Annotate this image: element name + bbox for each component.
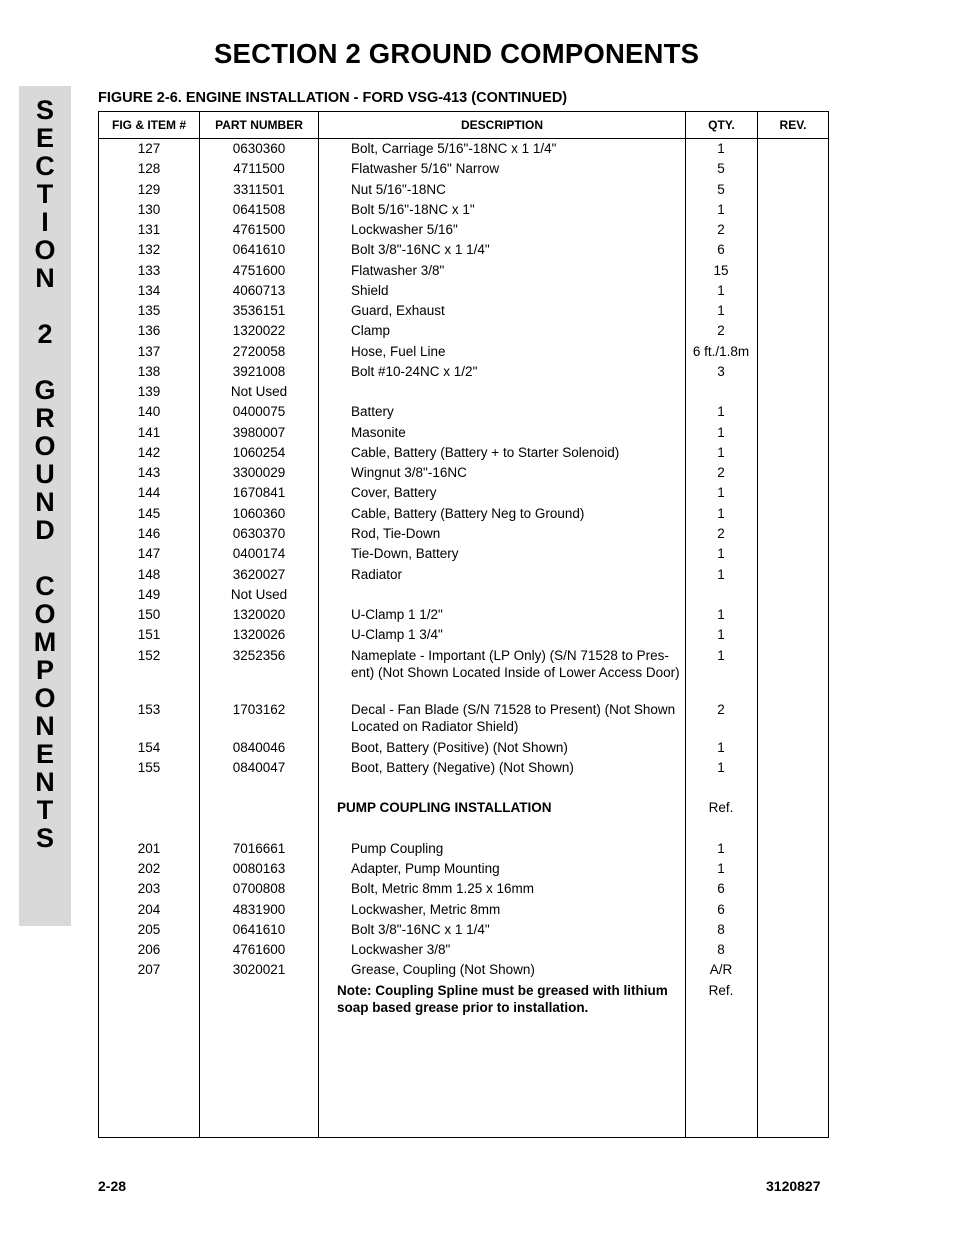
- header-divider: [99, 138, 828, 139]
- row-description: PUMP COUPLING INSTALLATION: [337, 800, 552, 815]
- row-quantity: 8: [717, 922, 725, 937]
- header-part-number: PART NUMBER: [215, 118, 303, 132]
- row-description: Pump Coupling: [351, 841, 444, 856]
- row-part-number: 0630360: [232, 141, 286, 156]
- row-item-number: 129: [137, 182, 161, 197]
- row-quantity: 1: [717, 607, 725, 622]
- header-qty: QTY.: [708, 118, 735, 132]
- row-item-number: 132: [137, 242, 161, 257]
- row-part-number: 0641610: [232, 922, 286, 937]
- row-description: Bolt 3/8"-16NC x 1 1/4": [351, 242, 490, 257]
- section-tab-letter: T: [36, 179, 54, 209]
- section-tab-letter: N: [35, 767, 55, 797]
- row-item-number: 128: [137, 161, 161, 176]
- row-part-number: 3980007: [232, 425, 286, 440]
- row-quantity: A/R: [709, 962, 733, 977]
- row-part-number: 0641610: [232, 242, 286, 257]
- row-quantity: 1: [717, 506, 725, 521]
- row-item-number: 207: [137, 962, 161, 977]
- row-part-number: 3921008: [232, 364, 286, 379]
- row-description: Grease, Coupling (Not Shown): [351, 962, 535, 977]
- row-part-number: 3020021: [232, 962, 286, 977]
- row-quantity: 1: [717, 760, 725, 775]
- row-part-number: 0840047: [232, 760, 286, 775]
- row-description: Radiator: [351, 567, 403, 582]
- row-item-number: 206: [137, 942, 161, 957]
- page-number: 2-28: [98, 1178, 127, 1194]
- row-part-number: Not Used: [230, 384, 288, 399]
- row-description: Cable, Battery (Battery Neg to Ground): [351, 506, 585, 521]
- row-part-number: 3536151: [232, 303, 286, 318]
- row-item-number: 150: [137, 607, 161, 622]
- row-part-number: 1320022: [232, 323, 286, 338]
- row-part-number: 0400174: [232, 546, 286, 561]
- row-part-number: 3252356: [232, 648, 286, 663]
- row-part-number: 2720058: [232, 344, 286, 359]
- row-item-number: 139: [137, 384, 161, 399]
- row-description: Boot, Battery (Positive) (Not Shown): [351, 740, 568, 755]
- row-item-number: 203: [137, 881, 161, 896]
- row-item-number: 144: [137, 485, 161, 500]
- row-description: Battery: [351, 404, 394, 419]
- row-part-number: 1060360: [232, 506, 286, 521]
- row-part-number: 3300029: [232, 465, 286, 480]
- row-description: Bolt, Carriage 5/16"-18NC x 1 1/4": [351, 141, 557, 156]
- row-item-number: 127: [137, 141, 161, 156]
- row-quantity: 1: [717, 141, 725, 156]
- row-part-number: 1703162: [232, 702, 286, 717]
- section-tab-letter: G: [34, 375, 56, 405]
- row-description: Wingnut 3/8"-16NC: [351, 465, 467, 480]
- parts-table: [98, 111, 829, 1138]
- section-tab-letter: N: [35, 711, 55, 741]
- section-tab-letters: [19, 96, 71, 852]
- row-quantity: 1: [717, 841, 725, 856]
- row-part-number: 3620027: [232, 567, 286, 582]
- section-tab-letter: I: [41, 207, 49, 237]
- row-part-number: 4751600: [232, 263, 286, 278]
- row-item-number: 149: [137, 587, 161, 602]
- row-description: Nut 5/16"-18NC: [351, 182, 446, 197]
- row-description: Rod, Tie-Down: [351, 526, 441, 541]
- row-item-number: 143: [137, 465, 161, 480]
- row-part-number: 7016661: [232, 841, 286, 856]
- section-tab-letter: E: [35, 123, 54, 153]
- section-tab-letter: O: [34, 683, 56, 713]
- row-quantity: 2: [717, 222, 725, 237]
- row-part-number: 4060713: [232, 283, 286, 298]
- row-quantity: 1: [717, 425, 725, 440]
- row-quantity: 6: [717, 881, 725, 896]
- row-item-number: 204: [137, 902, 161, 917]
- section-tab-letter: C: [35, 151, 55, 181]
- row-description: Lockwasher 3/8": [351, 942, 451, 957]
- row-quantity: 1: [717, 283, 725, 298]
- section-tab-letter: D: [35, 515, 55, 545]
- row-quantity: 1: [717, 485, 725, 500]
- section-tab-letter: N: [35, 487, 55, 517]
- row-description: Adapter, Pump Mounting: [351, 861, 500, 876]
- row-description: Tie-Down, Battery: [351, 546, 459, 561]
- row-description: U-Clamp 1 3/4": [351, 627, 443, 642]
- row-quantity: 1: [717, 627, 725, 642]
- row-description: Flatwasher 3/8": [351, 263, 445, 278]
- section-tab-letter: E: [35, 739, 54, 769]
- row-description: U-Clamp 1 1/2": [351, 607, 443, 622]
- section-tab-letter: O: [34, 431, 56, 461]
- row-quantity: 1: [717, 861, 725, 876]
- section-tab-letter: O: [34, 235, 56, 265]
- row-part-number: 4711500: [233, 161, 285, 176]
- row-description: Lockwasher, Metric 8mm: [351, 902, 501, 917]
- row-item-number: 134: [137, 283, 161, 298]
- row-part-number: 0700808: [232, 881, 286, 896]
- row-quantity: 1: [717, 567, 725, 582]
- header-item: FIG & ITEM #: [111, 118, 186, 132]
- row-item-number: 147: [137, 546, 161, 561]
- row-quantity: 2: [717, 323, 725, 338]
- row-part-number: 4761600: [232, 942, 286, 957]
- row-part-number: 0641508: [232, 202, 286, 217]
- row-item-number: 146: [137, 526, 161, 541]
- row-quantity: 3: [717, 364, 725, 379]
- row-item-number: 148: [137, 567, 161, 582]
- row-quantity: 1: [717, 404, 725, 419]
- row-description: Note: Coupling Spline must be greased with lithium soap based grease prior to installation.: [337, 983, 668, 1015]
- row-part-number: 0080163: [232, 861, 286, 876]
- row-description: Boot, Battery (Negative) (Not Shown): [351, 760, 574, 775]
- row-description: Shield: [351, 283, 389, 298]
- document-number: 3120827: [766, 1178, 821, 1194]
- row-quantity: 2: [717, 465, 725, 480]
- row-description: Masonite: [351, 425, 406, 440]
- row-part-number: 1320026: [232, 627, 286, 642]
- section-tab-letter: S: [35, 95, 54, 125]
- row-item-number: 151: [137, 627, 161, 642]
- section-tab-letter: N: [35, 263, 55, 293]
- row-quantity: 1: [717, 740, 725, 755]
- row-part-number: 3311501: [233, 182, 285, 197]
- section-tab-letter: T: [36, 795, 54, 825]
- row-quantity: 6 ft./1.8m: [692, 344, 750, 359]
- row-quantity: 2: [717, 702, 725, 717]
- row-item-number: 136: [137, 323, 161, 338]
- row-quantity: 1: [717, 648, 725, 663]
- row-item-number: 142: [137, 445, 161, 460]
- row-description: Flatwasher 5/16" Narrow: [351, 161, 500, 176]
- row-quantity: 1: [717, 546, 725, 561]
- section-tab: [19, 86, 71, 926]
- row-item-number: 145: [137, 506, 161, 521]
- row-item-number: 138: [137, 364, 161, 379]
- section-tab-letter: S: [35, 823, 54, 853]
- row-item-number: 141: [137, 425, 161, 440]
- row-part-number: 4761500: [232, 222, 286, 237]
- row-part-number: 1670841: [232, 485, 286, 500]
- section-tab-letter: M: [33, 627, 57, 657]
- row-item-number: 135: [137, 303, 161, 318]
- figure-title: FIGURE 2-6. ENGINE INSTALLATION - FORD VSG-413 (CONTINUED): [98, 90, 568, 106]
- row-item-number: 130: [137, 202, 161, 217]
- row-item-number: 154: [137, 740, 161, 755]
- row-quantity: 6: [717, 242, 725, 257]
- row-description: Guard, Exhaust: [351, 303, 445, 318]
- section-tab-letter: 2: [37, 319, 53, 349]
- header-rev: REV.: [779, 118, 807, 132]
- row-quantity: 6: [717, 902, 725, 917]
- row-item-number: 205: [137, 922, 161, 937]
- row-item-number: 153: [137, 702, 161, 717]
- page-title: SECTION 2 GROUND COMPONENTS: [214, 38, 700, 69]
- row-part-number: 4831900: [232, 902, 286, 917]
- row-part-number: 0400075: [232, 404, 286, 419]
- row-item-number: 202: [137, 861, 161, 876]
- section-tab-letter: O: [34, 599, 56, 629]
- row-part-number: 0840046: [232, 740, 286, 755]
- row-description: Nameplate - Important (LP Only) (S/N 71528 to Pres-ent) (Not Shown Located Inside of Lower Access Door): [351, 648, 680, 680]
- row-item-number: 152: [137, 648, 161, 663]
- row-description: Decal - Fan Blade (S/N 71528 to Present) (Not Shown Located on Radiator Shield): [351, 702, 676, 734]
- column-divider: [318, 112, 319, 1137]
- row-quantity: 5: [717, 161, 725, 176]
- column-divider: [757, 112, 758, 1137]
- row-description: Lockwasher 5/16": [351, 222, 458, 237]
- row-part-number: 0630370: [232, 526, 286, 541]
- row-quantity: 5: [717, 182, 725, 197]
- row-description: Clamp: [351, 323, 391, 338]
- row-part-number: 1060254: [232, 445, 286, 460]
- row-item-number: 137: [137, 344, 161, 359]
- row-part-number: Not Used: [230, 587, 288, 602]
- row-item-number: 131: [137, 222, 161, 237]
- section-tab-letter: U: [35, 459, 55, 489]
- row-item-number: 201: [137, 841, 161, 856]
- row-quantity: 1: [717, 445, 725, 460]
- row-item-number: 140: [137, 404, 161, 419]
- header-description: DESCRIPTION: [460, 118, 543, 132]
- row-quantity: 1: [717, 202, 725, 217]
- row-description: Cable, Battery (Battery + to Starter Solenoid): [351, 445, 620, 460]
- row-item-number: 155: [137, 760, 161, 775]
- row-description: Bolt #10-24NC x 1/2": [351, 364, 478, 379]
- section-tab-letter: R: [35, 403, 55, 433]
- row-quantity: 8: [717, 942, 725, 957]
- row-description: Bolt, Metric 8mm 1.25 x 16mm: [351, 881, 535, 896]
- row-quantity: 2: [717, 526, 725, 541]
- section-tab-letter: C: [35, 571, 55, 601]
- section-tab-letter: P: [35, 655, 54, 685]
- row-quantity: Ref.: [708, 983, 734, 998]
- row-description: Bolt 5/16"-18NC x 1": [351, 202, 475, 217]
- row-item-number: 133: [137, 263, 161, 278]
- row-quantity: Ref.: [708, 800, 734, 815]
- row-quantity: 1: [717, 303, 725, 318]
- row-part-number: 1320020: [232, 607, 286, 622]
- row-description: Bolt 3/8"-16NC x 1 1/4": [351, 922, 490, 937]
- row-description: Cover, Battery: [351, 485, 437, 500]
- row-description: Hose, Fuel Line: [351, 344, 446, 359]
- row-quantity: 15: [713, 263, 729, 278]
